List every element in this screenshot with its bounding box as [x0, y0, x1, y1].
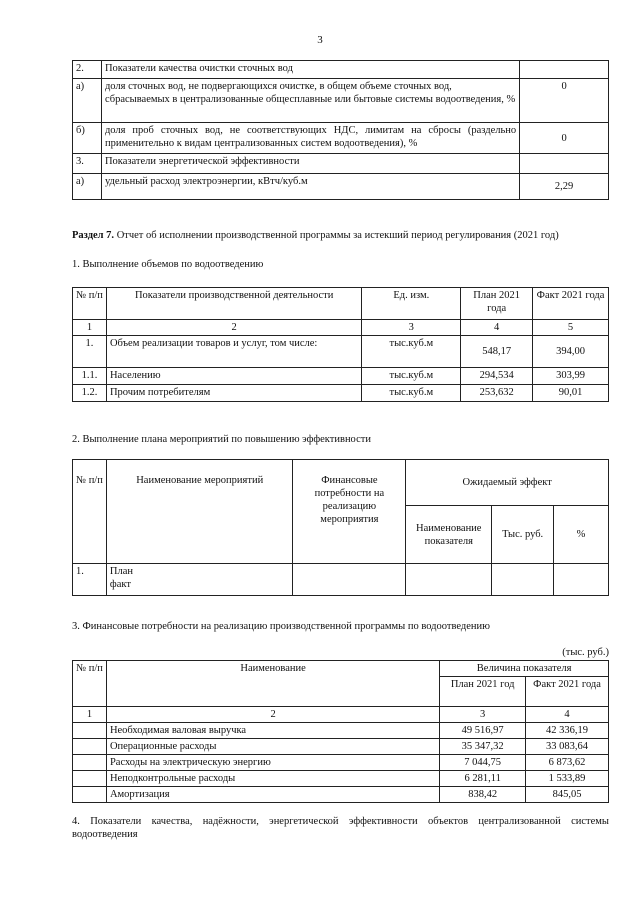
header-num: № п/п	[73, 460, 107, 564]
table-header-row	[73, 460, 609, 506]
row-name: Расходы на электрическую энергию	[106, 755, 439, 771]
unit-note: (тыс. руб.)	[562, 647, 609, 658]
row-value: 0	[520, 79, 609, 123]
row-number: 2.	[73, 61, 102, 79]
empty-cell	[73, 755, 107, 771]
row-text: Показатели энергетической эффективности	[101, 154, 519, 174]
index-cell: 1	[73, 320, 107, 336]
row-fact: 42 336,19	[526, 723, 609, 739]
row-fact: 303,99	[533, 368, 609, 385]
row-number: а)	[73, 79, 102, 123]
header-name: Показатели производственной деятельности	[106, 288, 361, 320]
row-name: Населению	[106, 368, 361, 385]
table-row	[73, 787, 609, 803]
table-row	[73, 771, 609, 787]
header-fact: Факт 2021 года	[526, 677, 609, 707]
empty-cell	[73, 787, 107, 803]
index-cell: 1	[73, 707, 107, 723]
row-number: а)	[73, 174, 102, 200]
row-fact: 90,01	[533, 385, 609, 402]
finance-table	[72, 660, 609, 803]
row-plan: 838,42	[440, 787, 526, 803]
row-text: доля проб сточных вод, не соответствующих НДС, лимитам на сбросы (раздельно применительно к видам централизованных систем водоотведения), %	[101, 123, 519, 154]
row-number: 3.	[73, 154, 102, 174]
index-cell: 5	[533, 320, 609, 336]
row-name: Объем реализации товаров и услуг, том числе:	[106, 336, 361, 368]
row-fact: 6 873,62	[526, 755, 609, 771]
header-expected-effect: Ожидаемый эффект	[406, 460, 609, 506]
table-row	[73, 564, 609, 596]
row-name: Неподконтрольные расходы	[106, 771, 439, 787]
subsection-heading: 3. Финансовые потребности на реализацию производственной программы по водоотведению	[72, 621, 490, 632]
subsection-heading: 4. Показатели качества, надёжности, энергетической эффективности объектов централизованной системы водоотведения	[72, 816, 609, 840]
table-index-row	[73, 707, 609, 723]
header-financial-needs: Финансовые потребности на реализацию мероприятия	[293, 460, 406, 564]
row-unit: тыс.куб.м	[362, 368, 461, 385]
row-name: Амортизация	[106, 787, 439, 803]
table-header-row	[73, 661, 609, 677]
header-name: Наименование мероприятий	[106, 460, 293, 564]
row-plan: 253,632	[461, 385, 533, 402]
header-unit: Ед. изм.	[362, 288, 461, 320]
volumes-table	[72, 287, 609, 402]
empty-cell	[73, 739, 107, 755]
row-plan: 294,534	[461, 368, 533, 385]
measures-table	[72, 459, 609, 596]
row-number: 1.	[73, 336, 107, 368]
empty-cell	[406, 564, 492, 596]
header-value: Величина показателя	[440, 661, 609, 677]
row-number: 1.1.	[73, 368, 107, 385]
section-title-bold: Раздел 7.	[72, 230, 115, 241]
index-cell: 4	[526, 707, 609, 723]
empty-cell	[73, 771, 107, 787]
row-fact-label: факт	[109, 579, 131, 590]
row-name: Прочим потребителям	[106, 385, 361, 402]
header-rub: Тыс. руб.	[492, 506, 554, 564]
row-value: 2,29	[520, 174, 609, 200]
table-row	[73, 755, 609, 771]
table-header-row	[73, 288, 609, 320]
row-value	[520, 154, 609, 174]
header-plan: План 2021 года	[461, 288, 533, 320]
row-fact: 845,05	[526, 787, 609, 803]
index-cell: 2	[106, 707, 439, 723]
row-text: доля сточных вод, не подвергающихся очистке, в общем объеме сточных вод, сбрасываемых в централизованные общесплавные или бытовые системы водоотведения, %	[101, 79, 519, 123]
row-name: Необходимая валовая выручка	[106, 723, 439, 739]
row-number: 1.2.	[73, 385, 107, 402]
header-fact: Факт 2021 года	[533, 288, 609, 320]
empty-cell	[293, 564, 406, 596]
table-row	[73, 336, 609, 368]
table-row	[73, 739, 609, 755]
table-row	[73, 123, 609, 154]
row-number: 1.	[73, 564, 107, 596]
section-title-text: Отчет об исполнении производственной программы за истекший период регулирования (2021 год)	[114, 230, 559, 241]
table-row	[73, 174, 609, 200]
row-fact: 33 083,64	[526, 739, 609, 755]
row-plan: 7 044,75	[440, 755, 526, 771]
table-index-row	[73, 320, 609, 336]
row-text: удельный расход электроэнергии, кВтч/куб.м	[101, 174, 519, 200]
quality-table	[72, 60, 609, 200]
index-cell: 3	[440, 707, 526, 723]
empty-cell	[492, 564, 554, 596]
row-number: б)	[73, 123, 102, 154]
row-name: Операционные расходы	[106, 739, 439, 755]
page-number: 3	[317, 34, 323, 46]
index-cell: 2	[106, 320, 361, 336]
table-row	[73, 368, 609, 385]
row-plan-label: План	[109, 566, 134, 577]
table-row	[73, 154, 609, 174]
row-unit: тыс.куб.м	[362, 385, 461, 402]
table-row	[73, 385, 609, 402]
row-value	[520, 61, 609, 79]
table-row	[73, 79, 609, 123]
header-plan: План 2021 год	[440, 677, 526, 707]
row-fact: 394,00	[533, 336, 609, 368]
subsection-heading: 1. Выполнение объемов по водоотведению	[72, 259, 264, 270]
table-row	[73, 723, 609, 739]
row-fact: 1 533,89	[526, 771, 609, 787]
row-plan: 35 347,32	[440, 739, 526, 755]
empty-cell	[554, 564, 609, 596]
header-percent: %	[554, 506, 609, 564]
subsection-heading: 2. Выполнение плана мероприятий по повышению эффективности	[72, 434, 371, 445]
empty-cell	[73, 723, 107, 739]
row-plan-fact	[106, 564, 293, 596]
header-name: Наименование	[106, 661, 439, 707]
index-cell: 3	[362, 320, 461, 336]
header-indicator: Наименование показателя	[406, 506, 492, 564]
header-num: № п/п	[73, 661, 107, 707]
row-plan: 548,17	[461, 336, 533, 368]
section-title	[72, 229, 609, 242]
row-unit: тыс.куб.м	[362, 336, 461, 368]
row-plan: 6 281,11	[440, 771, 526, 787]
row-plan: 49 516,97	[440, 723, 526, 739]
index-cell: 4	[461, 320, 533, 336]
table-row	[73, 61, 609, 79]
header-num: № п/п	[73, 288, 107, 320]
row-value: 0	[520, 123, 609, 154]
row-text: Показатели качества очистки сточных вод	[101, 61, 519, 79]
